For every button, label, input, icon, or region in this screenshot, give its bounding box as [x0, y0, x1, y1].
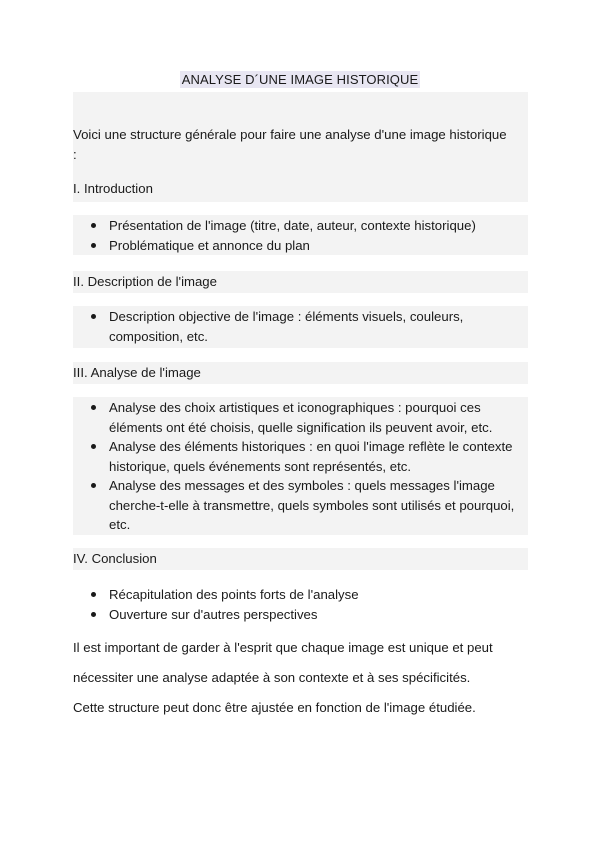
document-title-text: ANALYSE D´UNE IMAGE HISTORIQUE	[181, 72, 419, 87]
list-item: Analyse des éléments historiques : en quoi l'image reflète le contexte historique, quels événements sont représentés, etc.	[89, 437, 519, 476]
conclusion-list	[89, 585, 519, 624]
introduction-list	[89, 216, 519, 255]
section-heading-conclusion: IV. Conclusion	[73, 551, 157, 566]
section-heading-introduction: I. Introduction	[73, 181, 153, 196]
document-title	[0, 72, 600, 87]
list-item: Ouverture sur d'autres perspectives	[89, 605, 519, 625]
list-item: Problématique et annonce du plan	[89, 236, 519, 256]
analyse-list	[89, 398, 519, 535]
list-item: Description objective de l'image : éléments visuels, couleurs, composition, etc.	[89, 307, 519, 346]
list-item: Récapitulation des points forts de l'analyse	[89, 585, 519, 605]
section-heading-description: II. Description de l'image	[73, 274, 217, 289]
list-item: Analyse des choix artistiques et iconographiques : pourquoi ces éléments ont été choisis, quelle signification ils peuvent avoir, etc.	[89, 398, 519, 437]
list-item: Présentation de l'image (titre, date, auteur, contexte historique)	[89, 216, 519, 236]
closing-line: nécessiter une analyse adaptée à son contexte et à ses spécificités.	[73, 670, 471, 685]
description-list	[89, 307, 519, 346]
section-heading-analyse: III. Analyse de l'image	[73, 365, 201, 380]
intro-paragraph: Voici une structure générale pour faire une analyse d'une image historique :	[73, 127, 507, 162]
list-item: Analyse des messages et des symboles : quels messages l'image cherche-t-elle à transmettre, quels symboles sont utilisés et pourquoi, etc.	[89, 476, 519, 535]
closing-line: Cette structure peut donc être ajustée en fonction de l'image étudiée.	[73, 700, 476, 715]
closing-line: Il est important de garder à l'esprit que chaque image est unique et peut	[73, 640, 493, 655]
